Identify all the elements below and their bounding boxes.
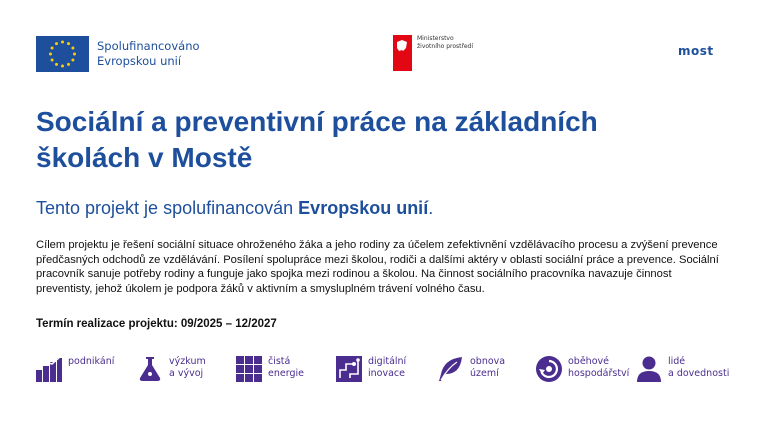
podnikani-icon xyxy=(36,356,62,382)
vyzkum-icon xyxy=(137,356,163,382)
subtitle-bold: Evropskou unií xyxy=(298,198,429,218)
most-city-logo: most xyxy=(678,44,714,58)
ministry-emblem-icon xyxy=(393,35,412,71)
program-icons-row xyxy=(36,356,736,388)
ministry-line2: životního prostředí xyxy=(417,43,474,50)
eu-logo-line2: Evropskou unií xyxy=(97,54,182,68)
eu-flag-icon xyxy=(36,36,89,72)
ministry-logo xyxy=(393,35,473,71)
title-line2: školách v Mostě xyxy=(36,142,253,173)
icon-label: výzkum a vývoj xyxy=(169,356,206,379)
page-title xyxy=(36,104,736,176)
icon-label: obnova území xyxy=(470,356,506,379)
subtitle-prefix: Tento projekt je spolufinancován xyxy=(36,198,299,218)
digitalni-inovace-icon xyxy=(336,356,362,382)
subtitle xyxy=(36,197,433,219)
icon-item-lide xyxy=(636,356,729,382)
icon-item-cista-energie xyxy=(236,356,304,382)
icon-item-obehove-hospodarstvi xyxy=(536,356,629,382)
icon-label: čistá energie xyxy=(268,356,304,379)
cista-energie-icon xyxy=(236,356,262,382)
subtitle-suffix: . xyxy=(428,198,434,218)
eu-cofinancing-logo xyxy=(36,36,200,72)
icon-item-digitalni-inovace xyxy=(336,356,406,382)
obehove-hospodarstvi-icon xyxy=(536,356,562,382)
obnova-uzemi-icon xyxy=(438,356,464,382)
icon-item-obnova-uzemi xyxy=(438,356,505,382)
project-term: Termín realizace projektu: 09/2025 – 12/2027 xyxy=(36,318,277,330)
lide-icon xyxy=(636,356,662,382)
icon-label: lidé a dovednosti xyxy=(668,356,730,379)
icon-item-podnikani xyxy=(36,356,114,382)
project-description: Cílem projektu je řešení sociální situace ohroženého žáka a jeho rodiny za účelem zefektivnění vzdělávacího procesu a zvýšení prevence předčasných odchodů ze vzdělávání. Posílení spolupráce mezi školou, rodiči a dalšími aktéry v oblasti sociální práce a prevence. Sociální pracovník sanuje potřeby rodiny a funguje jako spojka mezi rodinou a školou. Na činnost sociálního pracovníka navazuje činnost preventisty, jehož úkolem je podpora žáků v aktivním a smysluplném trávení volného času. xyxy=(36,239,719,295)
ministry-line1: Ministerstvo xyxy=(417,35,454,42)
icon-item-vyzkum xyxy=(137,356,206,382)
icon-label: oběhové hospodářství xyxy=(568,356,630,379)
icon-label: podnikání xyxy=(68,356,115,367)
title-line1: Sociální a preventivní práce na základních xyxy=(36,106,598,137)
icon-label: digitální inovace xyxy=(368,356,407,379)
eu-logo-line1: Spolufinancováno xyxy=(97,39,200,53)
